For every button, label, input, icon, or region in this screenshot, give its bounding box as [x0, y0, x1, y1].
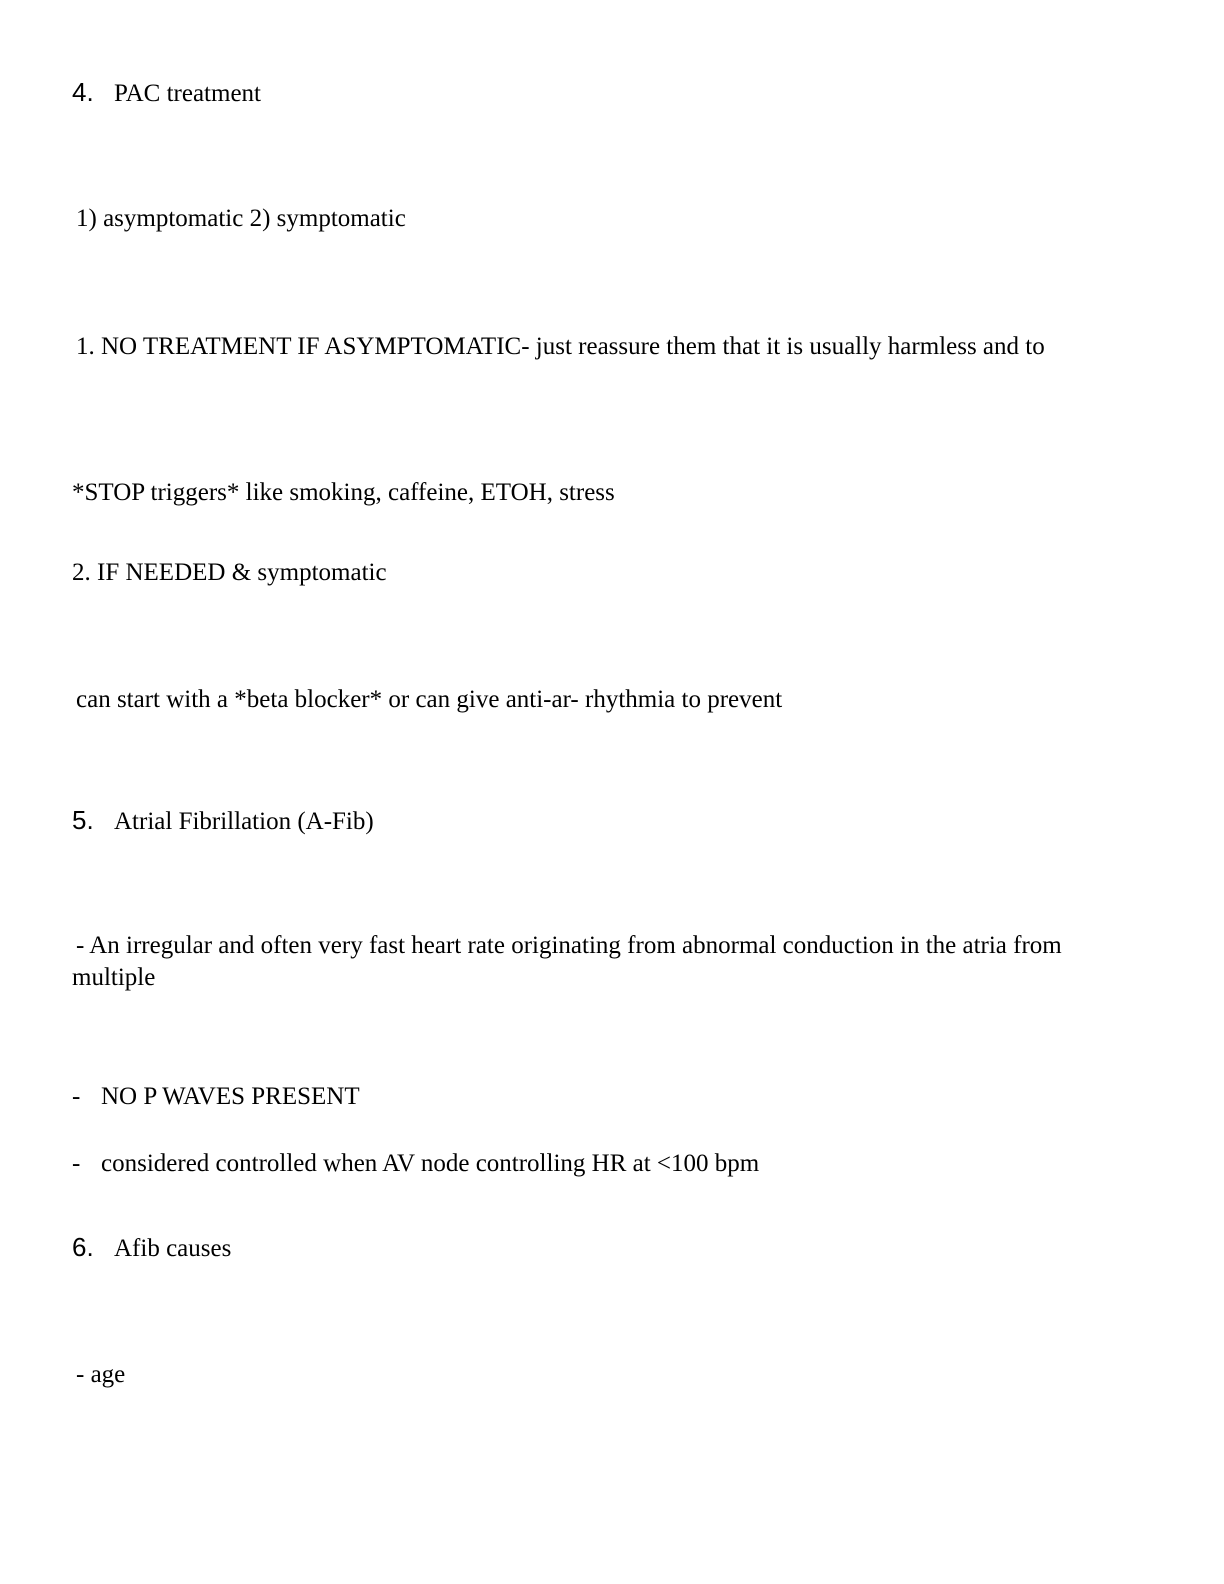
- section-4-heading: [72, 76, 261, 110]
- section-4-number: 4.: [72, 77, 94, 107]
- pac-no-treatment-text: 1. NO TREATMENT IF ASYMPTOMATIC- just reassure them that it is usually harmless and to: [76, 333, 1045, 360]
- section-5-title: Atrial Fibrillation (A-Fib): [114, 808, 374, 835]
- afib-bullet-text: considered controlled when AV node controlling HR at <100 bpm: [101, 1150, 760, 1177]
- pac-beta-blocker-line: can start with a *beta blocker* or can give anti-ar- rhythmia to prevent: [76, 686, 783, 713]
- section-5-number: 5.: [72, 805, 94, 835]
- pac-if-needed-line: 2. IF NEEDED & symptomatic: [72, 559, 387, 586]
- pac-no-treatment-paragraph: [76, 331, 1136, 363]
- pac-types-line: 1) asymptomatic 2) symptomatic: [76, 205, 406, 232]
- bullet-dash: -: [72, 1083, 81, 1110]
- section-6-number: 6.: [72, 1232, 94, 1262]
- section-6-heading: [72, 1231, 231, 1265]
- afib-bullet-no-p-waves: [72, 1081, 360, 1113]
- bullet-dash: -: [72, 1150, 81, 1177]
- afib-bullet-text: NO P WAVES PRESENT: [101, 1083, 360, 1110]
- afib-definition-paragraph: [72, 930, 1132, 994]
- section-4-title: PAC treatment: [114, 80, 261, 107]
- afib-definition-text: - An irregular and often very fast heart rate originating from abnormal conduction in the atria from multiple: [72, 932, 1062, 991]
- pac-stop-triggers-line: *STOP triggers* like smoking, caffeine, ETOH, stress: [72, 479, 615, 506]
- afib-bullet-controlled: [72, 1148, 759, 1180]
- section-6-title: Afib causes: [114, 1235, 232, 1262]
- afib-cause-age-line: - age: [76, 1361, 126, 1388]
- section-5-heading: [72, 804, 374, 838]
